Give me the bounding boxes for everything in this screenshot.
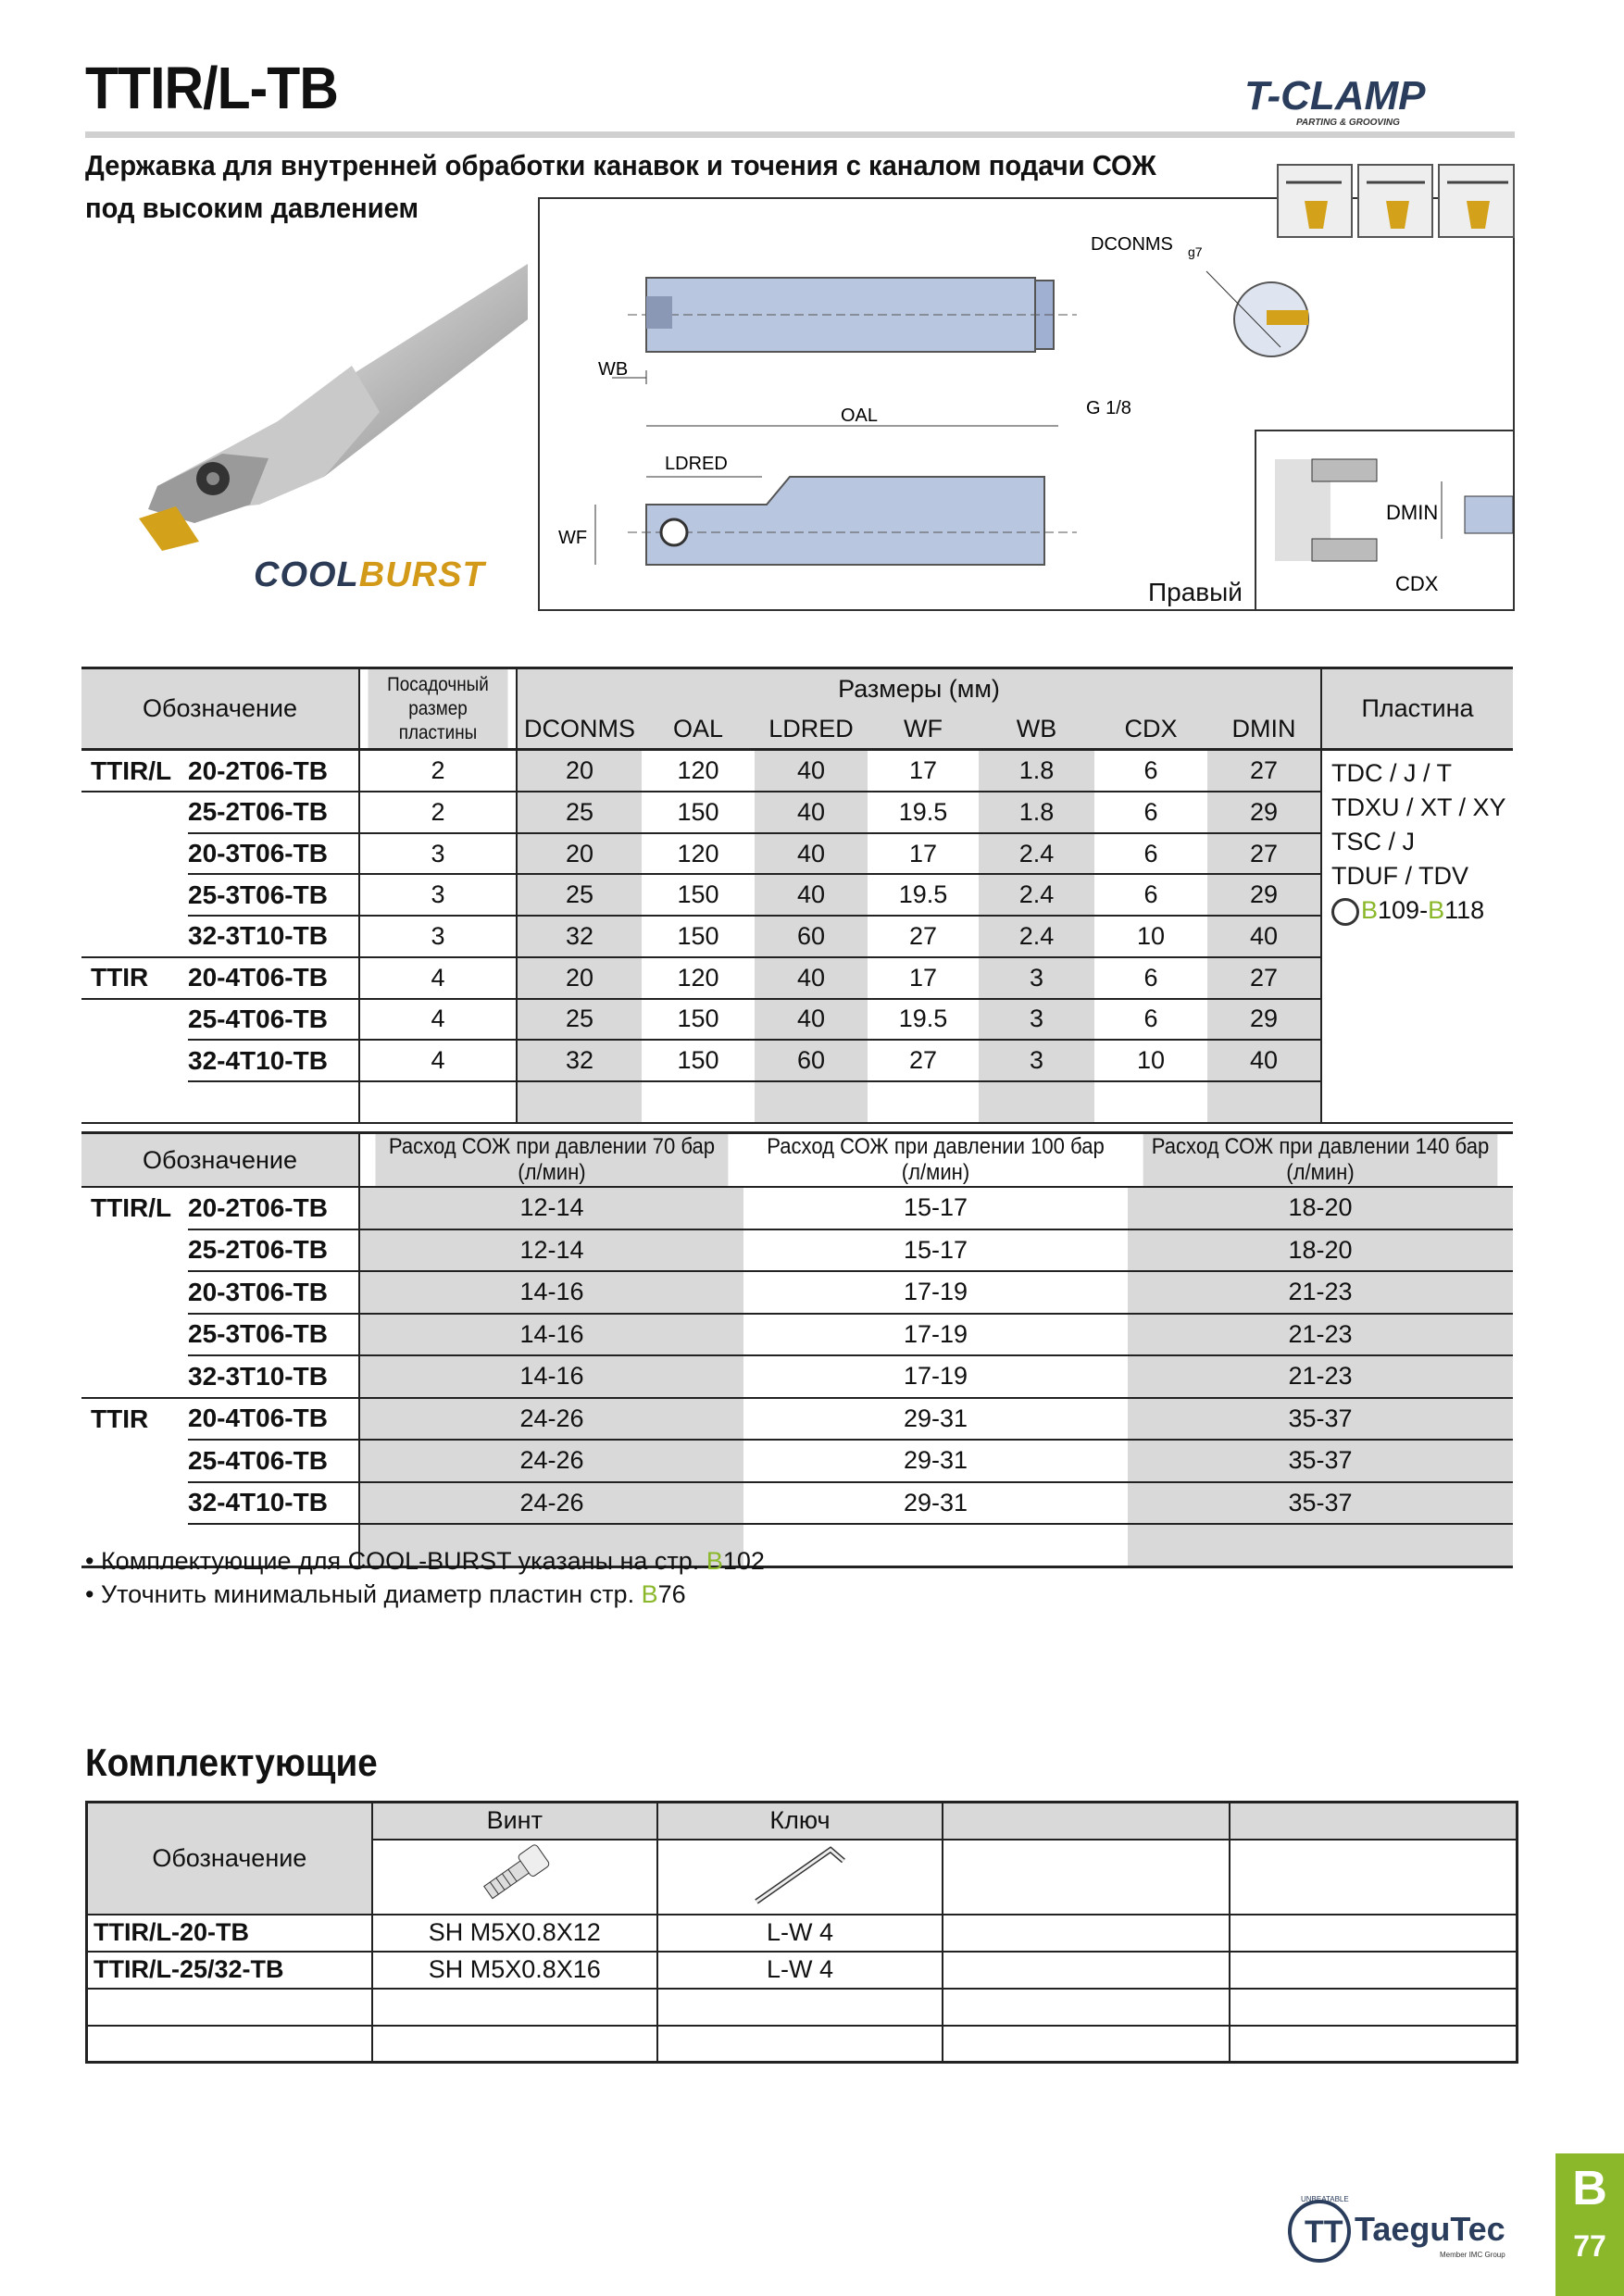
row-seat: 3 bbox=[359, 833, 517, 875]
row-prefix bbox=[81, 792, 188, 833]
row-seat: 3 bbox=[359, 874, 517, 916]
row-value-dconms: 25 bbox=[517, 874, 642, 916]
insert-item: TDUF / TDV bbox=[1331, 862, 1468, 891]
row-value-wb: 2.4 bbox=[979, 874, 1094, 916]
row-flow-value: 14-16 bbox=[359, 1355, 743, 1398]
row-value-cdx: 6 bbox=[1094, 833, 1207, 875]
row-value-oal: 150 bbox=[642, 792, 755, 833]
row-value-wf: 27 bbox=[868, 1040, 979, 1081]
row-prefix bbox=[81, 1040, 188, 1081]
row-value-oal: 150 bbox=[642, 999, 755, 1041]
label-cdx: CDX bbox=[1395, 572, 1439, 595]
empty-cell bbox=[755, 1081, 868, 1123]
row-value-oal: 120 bbox=[642, 957, 755, 999]
row-prefix bbox=[81, 1355, 188, 1398]
section-letter: B bbox=[1572, 2162, 1607, 2215]
acc-empty-cell bbox=[1230, 2026, 1517, 2063]
acc-row-1-key: L-W 4 bbox=[657, 1915, 943, 1952]
row-value-wb: 3 bbox=[979, 1040, 1094, 1081]
acc-empty-cell bbox=[943, 2026, 1230, 2063]
row-flow-value: 35-37 bbox=[1128, 1482, 1513, 1525]
acc-header-key: Ключ bbox=[657, 1803, 943, 1840]
row-value-oal: 150 bbox=[642, 916, 755, 957]
acc-header-designation: Обозначение bbox=[87, 1803, 372, 1915]
empty-cell bbox=[1128, 1524, 1513, 1566]
row-value-dconms: 32 bbox=[517, 1040, 642, 1081]
row-value-cdx: 6 bbox=[1094, 874, 1207, 916]
empty-cell bbox=[517, 1081, 642, 1123]
row-seat: 4 bbox=[359, 1040, 517, 1081]
table-row bbox=[81, 750, 1513, 792]
row-prefix bbox=[81, 874, 188, 916]
row-value-oal: 120 bbox=[642, 750, 755, 792]
empty-cell bbox=[868, 1081, 979, 1123]
accessories-title: Комплектующие bbox=[85, 1741, 378, 1784]
empty-cell bbox=[1207, 1081, 1321, 1123]
row-flow-value: 15-17 bbox=[743, 1229, 1128, 1272]
col-dmin: DMIN bbox=[1207, 709, 1321, 750]
row-value-cdx: 6 bbox=[1094, 750, 1207, 792]
header-insert: Пластина bbox=[1321, 668, 1513, 750]
header-dimensions: Размеры (мм) bbox=[517, 668, 1321, 709]
row-value-dmin: 29 bbox=[1207, 999, 1321, 1041]
insert-item: TSC / J bbox=[1331, 828, 1416, 856]
hex-key-icon bbox=[749, 1841, 851, 1907]
row-prefix bbox=[81, 1271, 188, 1314]
row-value-dconms: 20 bbox=[517, 750, 642, 792]
note-2: • Уточнить минимальный диаметр пластин стр. B76 bbox=[85, 1580, 686, 1608]
empty-cell bbox=[188, 1081, 359, 1123]
taegutec-logo bbox=[1282, 2192, 1532, 2266]
table-row bbox=[81, 1187, 1513, 1229]
row-value-wf: 19.5 bbox=[868, 999, 979, 1041]
t2-header-100: Расход СОЖ при давлении 100 бар (л/мин) bbox=[759, 1133, 1113, 1188]
operation-icons bbox=[1277, 164, 1515, 238]
empty-cell bbox=[1094, 1081, 1207, 1123]
accessories-table bbox=[85, 1801, 1518, 2064]
row-code: 25-3T06-TB bbox=[188, 1314, 359, 1356]
table-row bbox=[81, 874, 1513, 916]
row-value-wb: 3 bbox=[979, 957, 1094, 999]
row-flow-value: 35-37 bbox=[1128, 1398, 1513, 1441]
row-value-dmin: 27 bbox=[1207, 750, 1321, 792]
row-value-ldred: 60 bbox=[755, 1040, 868, 1081]
row-code: 32-4T10-TB bbox=[188, 1482, 359, 1525]
header-seat: Посадочный размер пластины bbox=[368, 668, 509, 750]
row-flow-value: 29-31 bbox=[743, 1482, 1128, 1525]
taegutec-sub: Member IMC Group bbox=[1440, 2251, 1505, 2259]
row-code: 20-2T06-TB bbox=[188, 750, 359, 792]
row-flow-value: 17-19 bbox=[743, 1314, 1128, 1356]
coolburst-part2: BURST bbox=[358, 555, 485, 594]
empty-cell bbox=[359, 1081, 517, 1123]
row-value-wf: 17 bbox=[868, 833, 979, 875]
row-prefix: TTIR bbox=[81, 957, 188, 999]
empty-cell bbox=[642, 1081, 755, 1123]
row-value-dmin: 40 bbox=[1207, 916, 1321, 957]
row-value-cdx: 6 bbox=[1094, 792, 1207, 833]
row-value-dconms: 20 bbox=[517, 833, 642, 875]
row-value-wf: 17 bbox=[868, 957, 979, 999]
label-g18: G 1/8 bbox=[1086, 398, 1131, 418]
t2-header-70: Расход СОЖ при давлении 70 бар (л/мин) bbox=[375, 1133, 729, 1188]
row-flow-value: 29-31 bbox=[743, 1440, 1128, 1482]
row-seat: 3 bbox=[359, 916, 517, 957]
label-wf: WF bbox=[558, 528, 588, 548]
acc-row-2-empty-2 bbox=[1230, 1952, 1517, 1989]
col-dconms: DCONMS bbox=[517, 709, 642, 750]
svg-text:TT: TT bbox=[1305, 2215, 1343, 2250]
row-code: 32-3T10-TB bbox=[188, 916, 359, 957]
row-value-wf: 17 bbox=[868, 750, 979, 792]
row-flow-value: 14-16 bbox=[359, 1314, 743, 1356]
row-code: 20-2T06-TB bbox=[188, 1187, 359, 1229]
row-flow-value: 18-20 bbox=[1128, 1229, 1513, 1272]
row-flow-value: 24-26 bbox=[359, 1440, 743, 1482]
row-flow-value: 21-23 bbox=[1128, 1314, 1513, 1356]
notes bbox=[85, 1544, 765, 1611]
acc-empty-cell bbox=[657, 1989, 943, 2026]
empty-cell bbox=[81, 1081, 188, 1123]
row-prefix bbox=[81, 1314, 188, 1356]
table-row bbox=[81, 957, 1513, 999]
table-row-empty bbox=[81, 1081, 1513, 1123]
acc-header-empty-2 bbox=[1230, 1803, 1517, 1840]
row-value-wb: 1.8 bbox=[979, 792, 1094, 833]
row-prefix bbox=[81, 1229, 188, 1272]
row-seat: 2 bbox=[359, 792, 517, 833]
col-wb: WB bbox=[979, 709, 1094, 750]
title-rule bbox=[85, 131, 1515, 138]
table-row bbox=[81, 833, 1513, 875]
row-flow-value: 29-31 bbox=[743, 1398, 1128, 1441]
row-value-dconms: 25 bbox=[517, 792, 642, 833]
row-value-cdx: 6 bbox=[1094, 999, 1207, 1041]
row-prefix bbox=[81, 1440, 188, 1482]
acc-image-empty-1 bbox=[943, 1840, 1230, 1915]
row-flow-value: 18-20 bbox=[1128, 1187, 1513, 1229]
row-value-ldred: 40 bbox=[755, 874, 868, 916]
row-flow-value: 15-17 bbox=[743, 1187, 1128, 1229]
row-value-oal: 150 bbox=[642, 874, 755, 916]
note-1: • Комплектующие для COOL-BURST указаны на стр. B102 bbox=[85, 1547, 765, 1575]
key-image-cell bbox=[657, 1840, 943, 1915]
acc-row-1-name: TTIR/L-20-TB bbox=[87, 1915, 372, 1952]
section-tab bbox=[1555, 2153, 1624, 2296]
header-designation: Обозначение bbox=[81, 668, 359, 750]
acc-row-2-key: L-W 4 bbox=[657, 1952, 943, 1989]
page-title: TTIR/L-TB bbox=[85, 55, 338, 121]
row-value-ldred: 40 bbox=[755, 833, 868, 875]
table-row bbox=[81, 792, 1513, 833]
table-row bbox=[81, 1314, 1513, 1356]
row-value-dmin: 27 bbox=[1207, 833, 1321, 875]
table-row bbox=[81, 916, 1513, 957]
min-diameter-diagram bbox=[1255, 430, 1515, 611]
dimensions-table bbox=[81, 667, 1513, 1124]
empty-cell bbox=[743, 1524, 1128, 1566]
t2-header-140: Расход СОЖ при давлении 140 бар (л/мин) bbox=[1143, 1133, 1498, 1188]
row-value-wb: 1.8 bbox=[979, 750, 1094, 792]
row-code: 20-4T06-TB bbox=[188, 957, 359, 999]
right-hand-label: Правый bbox=[1148, 578, 1243, 606]
table-row bbox=[81, 1482, 1513, 1525]
row-prefix: TTIR/L bbox=[81, 750, 188, 792]
row-value-dmin: 40 bbox=[1207, 1040, 1321, 1081]
t-clamp-sub: PARTING & GROOVING bbox=[1296, 118, 1400, 128]
acc-row-2-empty-1 bbox=[943, 1952, 1230, 1989]
acc-empty-row bbox=[87, 2026, 372, 2063]
row-flow-value: 24-26 bbox=[359, 1398, 743, 1441]
row-seat: 4 bbox=[359, 957, 517, 999]
row-value-dmin: 29 bbox=[1207, 874, 1321, 916]
row-flow-value: 14-16 bbox=[359, 1271, 743, 1314]
row-prefix bbox=[81, 999, 188, 1041]
t-clamp-logo bbox=[1231, 72, 1518, 130]
table-row bbox=[81, 1040, 1513, 1081]
row-value-oal: 150 bbox=[642, 1040, 755, 1081]
row-flow-value: 21-23 bbox=[1128, 1271, 1513, 1314]
acc-row-1-empty-1 bbox=[943, 1915, 1230, 1952]
col-cdx: CDX bbox=[1094, 709, 1207, 750]
row-value-dmin: 27 bbox=[1207, 957, 1321, 999]
row-code: 20-4T06-TB bbox=[188, 1398, 359, 1441]
coolburst-part1: COOL bbox=[254, 555, 359, 594]
insert-item: TDXU / XT / XY bbox=[1331, 793, 1506, 822]
table-row bbox=[81, 1229, 1513, 1272]
row-value-dmin: 29 bbox=[1207, 792, 1321, 833]
row-flow-value: 12-14 bbox=[359, 1187, 743, 1229]
row-value-ldred: 60 bbox=[755, 916, 868, 957]
taegutec-ring: UNBEATABLE bbox=[1301, 2195, 1349, 2203]
table-row bbox=[81, 1355, 1513, 1398]
row-flow-value: 21-23 bbox=[1128, 1355, 1513, 1398]
row-flow-value: 12-14 bbox=[359, 1229, 743, 1272]
col-ldred: LDRED bbox=[755, 709, 868, 750]
acc-empty-row bbox=[87, 1989, 372, 2026]
screw-icon bbox=[473, 1841, 556, 1907]
acc-row-1-screw: SH M5X0.8X12 bbox=[372, 1915, 657, 1952]
row-value-dconms: 32 bbox=[517, 916, 642, 957]
insert-list bbox=[1321, 750, 1513, 1123]
row-prefix: TTIR/L bbox=[91, 1193, 172, 1223]
t-clamp-word: T-CLAMP bbox=[1244, 73, 1426, 119]
acc-row-1-empty-2 bbox=[1230, 1915, 1517, 1952]
page-subtitle: Державка для внутренней обработки канавок и точения с каналом подачи СОЖ под высоким давлением bbox=[85, 149, 1156, 224]
taegutec-word: TaeguTec bbox=[1355, 2210, 1505, 2248]
t2-header-designation: Обозначение bbox=[81, 1133, 359, 1188]
coolant-flow-table bbox=[81, 1131, 1513, 1568]
row-code: 25-3T06-TB bbox=[188, 874, 359, 916]
row-value-cdx: 10 bbox=[1094, 1040, 1207, 1081]
magnifier-icon bbox=[1331, 898, 1359, 926]
row-code: 25-4T06-TB bbox=[188, 999, 359, 1041]
acc-empty-cell bbox=[372, 1989, 657, 2026]
acc-header-empty-1 bbox=[943, 1803, 1230, 1840]
row-value-wf: 27 bbox=[868, 916, 979, 957]
acc-image-empty-2 bbox=[1230, 1840, 1517, 1915]
row-prefix bbox=[81, 916, 188, 957]
col-wf: WF bbox=[868, 709, 979, 750]
row-seat: 2 bbox=[359, 750, 517, 792]
label-dmin: DMIN bbox=[1386, 501, 1439, 524]
row-flow-value: 17-19 bbox=[743, 1355, 1128, 1398]
row-value-cdx: 10 bbox=[1094, 916, 1207, 957]
row-value-dconms: 25 bbox=[517, 999, 642, 1041]
row-value-ldred: 40 bbox=[755, 792, 868, 833]
label-dconms-sub: g7 bbox=[1188, 244, 1203, 259]
row-prefix bbox=[81, 1482, 188, 1525]
row-prefix bbox=[81, 833, 188, 875]
row-seat: 4 bbox=[359, 999, 517, 1041]
row-value-wf: 19.5 bbox=[868, 792, 979, 833]
coolburst-logo bbox=[254, 555, 485, 595]
acc-empty-cell bbox=[943, 1989, 1230, 2026]
acc-header-screw: Винт bbox=[372, 1803, 657, 1840]
row-value-ldred: 40 bbox=[755, 957, 868, 999]
label-wb: WB bbox=[598, 359, 629, 380]
table-row bbox=[81, 1398, 1513, 1441]
row-code: 25-2T06-TB bbox=[188, 1229, 359, 1272]
row-value-ldred: 40 bbox=[755, 999, 868, 1041]
row-flow-value: 24-26 bbox=[359, 1482, 743, 1525]
row-value-wb: 2.4 bbox=[979, 916, 1094, 957]
row-code: 32-3T10-TB bbox=[188, 1355, 359, 1398]
insert-item: TDC / J / T bbox=[1331, 759, 1453, 788]
acc-row-2-screw: SH M5X0.8X16 bbox=[372, 1952, 657, 1989]
page-number: 77 bbox=[1573, 2229, 1606, 2263]
acc-empty-cell bbox=[1230, 1989, 1517, 2026]
acc-empty-cell bbox=[372, 2026, 657, 2063]
row-value-oal: 120 bbox=[642, 833, 755, 875]
insert-page-ref[interactable]: B109-B118 bbox=[1331, 893, 1513, 928]
acc-empty-cell bbox=[657, 2026, 943, 2063]
table-row bbox=[81, 999, 1513, 1041]
row-code: 20-3T06-TB bbox=[188, 833, 359, 875]
row-flow-value: 17-19 bbox=[743, 1271, 1128, 1314]
col-oal: OAL bbox=[642, 709, 755, 750]
row-value-wf: 19.5 bbox=[868, 874, 979, 916]
screw-image-cell bbox=[372, 1840, 657, 1915]
row-flow-value: 35-37 bbox=[1128, 1440, 1513, 1482]
empty-cell bbox=[979, 1081, 1094, 1123]
label-oal: OAL bbox=[841, 406, 879, 426]
label-ldred: LDRED bbox=[665, 454, 728, 474]
row-value-wb: 2.4 bbox=[979, 833, 1094, 875]
row-code: 32-4T10-TB bbox=[188, 1040, 359, 1081]
row-value-cdx: 6 bbox=[1094, 957, 1207, 999]
table-row bbox=[81, 1440, 1513, 1482]
row-code: 25-2T06-TB bbox=[188, 792, 359, 833]
row-code: 25-4T06-TB bbox=[188, 1440, 359, 1482]
table-row bbox=[81, 1271, 1513, 1314]
label-dconms: DCONMS bbox=[1091, 234, 1173, 255]
acc-row-2-name: TTIR/L-25/32-TB bbox=[87, 1952, 372, 1989]
row-value-wb: 3 bbox=[979, 999, 1094, 1041]
row-value-dconms: 20 bbox=[517, 957, 642, 999]
row-value-ldred: 40 bbox=[755, 750, 868, 792]
row-prefix: TTIR bbox=[91, 1404, 149, 1433]
row-code: 20-3T06-TB bbox=[188, 1271, 359, 1314]
